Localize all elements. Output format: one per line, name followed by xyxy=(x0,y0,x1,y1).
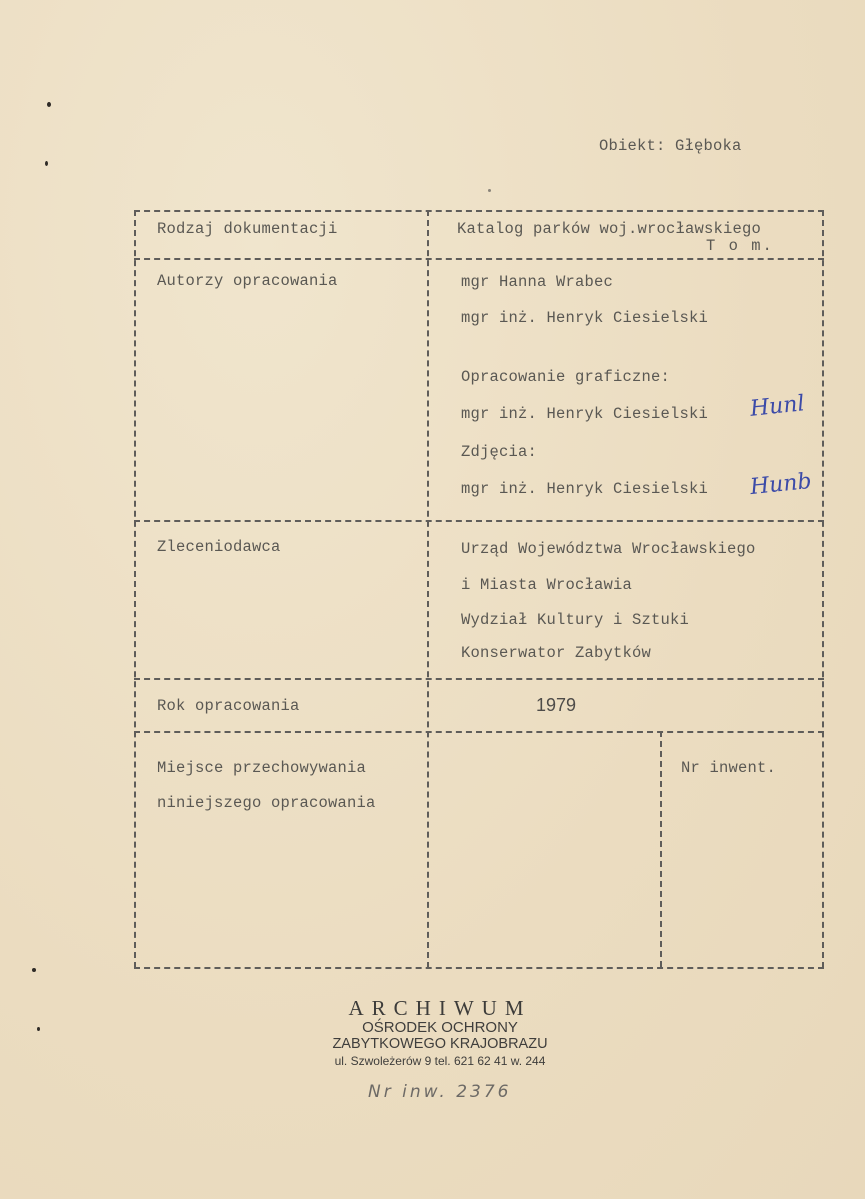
label-client: Zleceniodawca xyxy=(157,538,281,556)
row-divider xyxy=(134,731,824,733)
row-divider xyxy=(134,258,824,260)
label-authors: Autorzy opracowania xyxy=(157,272,338,290)
client-line-4: Konserwator Zabytków xyxy=(461,644,652,662)
paper-speck xyxy=(37,1027,40,1031)
author-2: mgr inż. Henryk Ciesielski xyxy=(461,309,709,327)
client-line-2: i Miasta Wrocławia xyxy=(461,576,633,594)
client-line-3: Wydział Kultury i Sztuki xyxy=(461,611,690,629)
photos-author: mgr inż. Henryk Ciesielski xyxy=(461,480,709,498)
label-year: Rok opracowania xyxy=(157,697,300,715)
column-divider xyxy=(427,210,429,968)
volume-label: T o m. xyxy=(706,237,774,255)
label-storage-line-1: Miejsce przechowywania xyxy=(157,759,367,777)
table-border-right xyxy=(822,210,824,968)
signature-graphics: Hunl xyxy=(748,391,806,422)
photos-heading: Zdjęcia: xyxy=(461,443,538,461)
author-1: mgr Hanna Wrabec xyxy=(461,273,614,291)
paper-speck xyxy=(32,968,36,972)
paper-speck xyxy=(45,161,48,166)
row-divider xyxy=(134,520,824,522)
stamp-line-1: OŚRODEK OCHRONY xyxy=(362,1019,518,1036)
label-inventory-number: Nr inwent. xyxy=(681,759,777,777)
table-border-bottom xyxy=(134,967,824,969)
stamp-line-3: ul. Szwoleżerów 9 tel. 621 62 41 w. 244 xyxy=(334,1054,546,1068)
value-year: 1979 xyxy=(536,695,577,715)
table-border-left xyxy=(134,210,136,968)
stamp-title: ARCHIWUM xyxy=(348,996,532,1020)
paper-speck xyxy=(47,102,51,107)
archive-stamp xyxy=(310,996,570,1068)
column-divider-inventory xyxy=(660,731,662,967)
stamp-line-2: ZABYTKOWEGO KRAJOBRAZU xyxy=(332,1036,548,1052)
handwritten-inventory-number: Nr inw. 2376 xyxy=(368,1082,512,1102)
graphics-heading: Opracowanie graficzne: xyxy=(461,368,671,386)
paper-speck xyxy=(488,189,491,192)
signature-photos: Hunb xyxy=(748,468,813,501)
client-line-1: Urząd Województwa Wrocławskiego xyxy=(461,540,756,558)
graphics-author: mgr inż. Henryk Ciesielski xyxy=(461,405,709,423)
value-document-type: Katalog parków woj.wrocławskiego xyxy=(457,220,762,238)
label-document-type: Rodzaj dokumentacji xyxy=(157,220,338,238)
table-border-top xyxy=(134,210,824,212)
object-label: Obiekt: Głęboka xyxy=(599,137,742,155)
row-divider xyxy=(134,678,824,680)
label-storage-line-2: niniejszego opracowania xyxy=(157,794,376,812)
